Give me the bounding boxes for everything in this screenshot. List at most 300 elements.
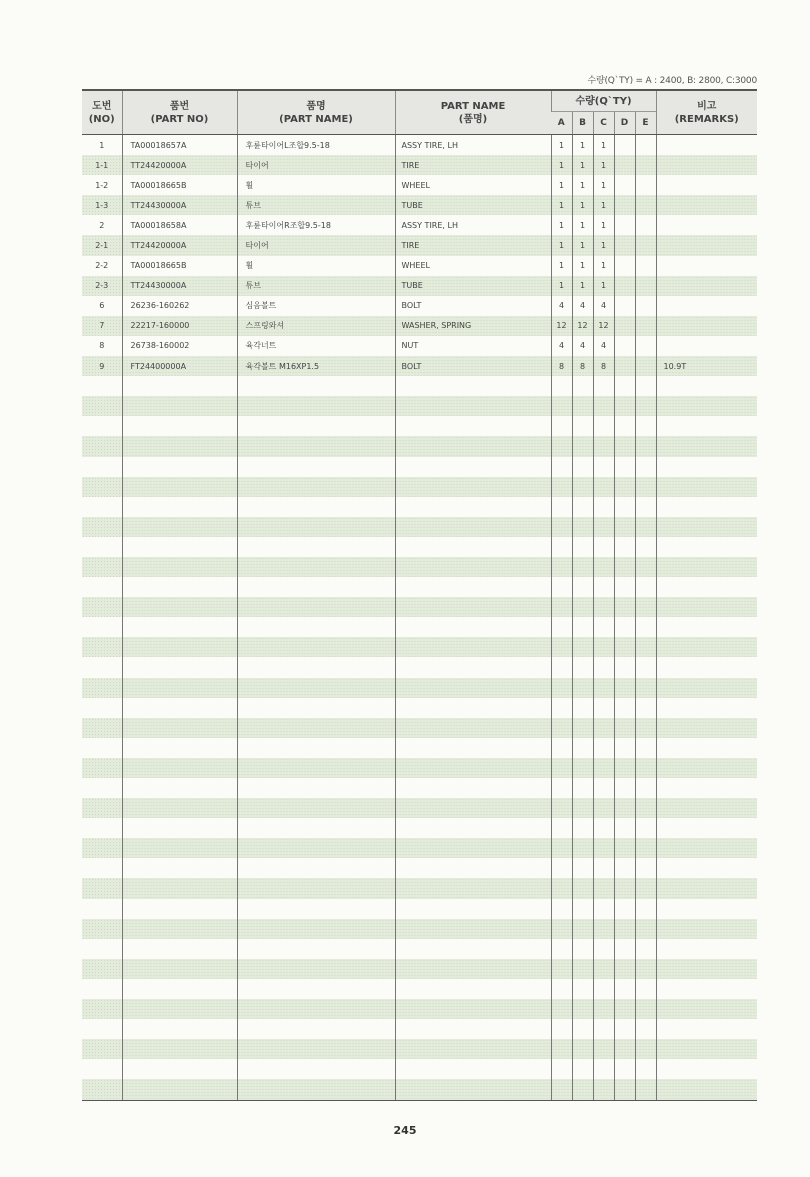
cell-part-name-en xyxy=(395,738,551,758)
cell-qty-a xyxy=(551,557,572,577)
cell-remarks xyxy=(656,256,757,276)
cell-part-no xyxy=(122,657,237,677)
cell-qty-b xyxy=(572,657,593,677)
table-row xyxy=(82,356,757,376)
cell-remarks xyxy=(656,517,757,537)
cell-remarks xyxy=(656,557,757,577)
cell-no xyxy=(82,1059,122,1079)
empty-row xyxy=(82,637,757,657)
cell-qty-b: 4 xyxy=(572,296,593,316)
cell-part-name-ko: 후륜타이어L조합9.5-18 xyxy=(237,135,395,156)
cell-part-name-ko xyxy=(237,396,395,416)
cell-remarks xyxy=(656,738,757,758)
cell-remarks xyxy=(656,235,757,255)
empty-row xyxy=(82,557,757,577)
cell-no xyxy=(82,678,122,698)
cell-part-no xyxy=(122,979,237,999)
cell-qty-d xyxy=(614,557,635,577)
cell-no xyxy=(82,738,122,758)
table-row xyxy=(82,296,757,316)
cell-part-name-en xyxy=(395,497,551,517)
cell-qty-a xyxy=(551,637,572,657)
cell-qty-c xyxy=(593,919,614,939)
cell-qty-b xyxy=(572,1059,593,1079)
empty-row xyxy=(82,758,757,778)
cell-qty-c xyxy=(593,758,614,778)
cell-qty-d xyxy=(614,457,635,477)
cell-qty-a xyxy=(551,718,572,738)
cell-qty-d xyxy=(614,356,635,376)
cell-qty-d xyxy=(614,718,635,738)
cell-qty-e xyxy=(635,557,656,577)
cell-qty-d xyxy=(614,517,635,537)
table-row xyxy=(82,175,757,195)
cell-remarks xyxy=(656,1019,757,1039)
table-row xyxy=(82,155,757,175)
cell-part-name-en: WHEEL xyxy=(395,175,551,195)
cell-remarks xyxy=(656,899,757,919)
cell-qty-e xyxy=(635,698,656,718)
cell-qty-c xyxy=(593,517,614,537)
cell-qty-b xyxy=(572,1019,593,1039)
cell-part-no xyxy=(122,497,237,517)
cell-remarks xyxy=(656,1039,757,1059)
cell-remarks xyxy=(656,436,757,456)
cell-qty-c xyxy=(593,999,614,1019)
cell-qty-d xyxy=(614,899,635,919)
cell-part-name-ko: 휠 xyxy=(237,256,395,276)
cell-qty-c xyxy=(593,376,614,396)
cell-part-name-en xyxy=(395,637,551,657)
cell-qty-a: 12 xyxy=(551,316,572,336)
cell-qty-d xyxy=(614,999,635,1019)
cell-part-name-en xyxy=(395,1039,551,1059)
cell-qty-a: 1 xyxy=(551,276,572,296)
cell-remarks xyxy=(656,818,757,838)
cell-qty-e xyxy=(635,517,656,537)
cell-part-name-en xyxy=(395,838,551,858)
cell-remarks xyxy=(656,878,757,898)
cell-qty-a: 1 xyxy=(551,256,572,276)
cell-part-name-en xyxy=(395,517,551,537)
cell-qty-e xyxy=(635,537,656,557)
cell-qty-e xyxy=(635,175,656,195)
cell-qty-c xyxy=(593,1059,614,1079)
empty-row xyxy=(82,878,757,898)
header-part-no-ko: 품번 xyxy=(169,100,190,112)
cell-no xyxy=(82,457,122,477)
cell-qty-b xyxy=(572,778,593,798)
table-row xyxy=(82,135,757,156)
cell-qty-b xyxy=(572,758,593,778)
cell-qty-e xyxy=(635,316,656,336)
cell-qty-b: 1 xyxy=(572,256,593,276)
cell-qty-c: 4 xyxy=(593,296,614,316)
cell-part-name-en xyxy=(395,758,551,778)
cell-qty-d xyxy=(614,577,635,597)
cell-qty-b xyxy=(572,557,593,577)
cell-qty-b xyxy=(572,798,593,818)
cell-qty-e xyxy=(635,356,656,376)
header-qty-a: A xyxy=(551,112,572,135)
cell-part-no xyxy=(122,838,237,858)
cell-qty-d xyxy=(614,878,635,898)
cell-part-name-ko xyxy=(237,577,395,597)
cell-part-no: TT24430000A xyxy=(122,195,237,215)
cell-no xyxy=(82,657,122,677)
empty-row xyxy=(82,537,757,557)
cell-remarks xyxy=(656,155,757,175)
cell-qty-b xyxy=(572,999,593,1019)
cell-no xyxy=(82,1079,122,1099)
cell-qty-d xyxy=(614,758,635,778)
cell-remarks xyxy=(656,537,757,557)
cell-part-name-ko: 육각너트 xyxy=(237,336,395,356)
cell-remarks xyxy=(656,919,757,939)
cell-no xyxy=(82,517,122,537)
cell-part-name-ko xyxy=(237,798,395,818)
cell-qty-e xyxy=(635,939,656,959)
cell-qty-d xyxy=(614,698,635,718)
cell-part-name-ko xyxy=(237,497,395,517)
parts-table-container xyxy=(82,89,757,1101)
cell-no xyxy=(82,376,122,396)
cell-qty-a xyxy=(551,778,572,798)
cell-no: 9 xyxy=(82,356,122,376)
cell-part-no xyxy=(122,597,237,617)
cell-no: 2-1 xyxy=(82,235,122,255)
cell-qty-c xyxy=(593,396,614,416)
cell-qty-b xyxy=(572,738,593,758)
cell-qty-e xyxy=(635,195,656,215)
cell-qty-a xyxy=(551,477,572,497)
cell-qty-d xyxy=(614,316,635,336)
cell-qty-a: 1 xyxy=(551,155,572,175)
cell-qty-a xyxy=(551,738,572,758)
cell-no: 1-2 xyxy=(95,180,109,190)
cell-qty-a xyxy=(551,899,572,919)
empty-row xyxy=(82,436,757,456)
empty-row xyxy=(82,396,757,416)
cell-remarks xyxy=(656,657,757,677)
cell-part-no xyxy=(122,959,237,979)
empty-row xyxy=(82,838,757,858)
empty-row xyxy=(82,818,757,838)
cell-part-name-ko xyxy=(237,878,395,898)
header-qty-e: E xyxy=(635,112,656,135)
cell-qty-e xyxy=(635,617,656,637)
cell-qty-a xyxy=(551,1059,572,1079)
cell-qty-c xyxy=(593,557,614,577)
empty-row xyxy=(82,477,757,497)
cell-remarks xyxy=(656,336,757,356)
cell-qty-d xyxy=(614,1039,635,1059)
cell-part-no: TT24420000A xyxy=(122,235,237,255)
table-row xyxy=(82,276,757,296)
cell-part-name-en xyxy=(395,537,551,557)
cell-part-name-en: BOLT xyxy=(395,356,551,376)
cell-qty-e xyxy=(635,497,656,517)
cell-qty-c: 8 xyxy=(593,356,614,376)
cell-qty-e xyxy=(635,778,656,798)
header-part-no-en: (PART NO) xyxy=(150,113,209,125)
empty-row xyxy=(82,457,757,477)
cell-qty-e xyxy=(635,577,656,597)
cell-part-no xyxy=(122,457,237,477)
header-remarks-ko: 비고 xyxy=(697,100,717,112)
cell-qty-c: 1 xyxy=(593,195,614,215)
cell-qty-e xyxy=(635,718,656,738)
cell-part-name-en: NUT xyxy=(395,336,551,356)
cell-qty-b xyxy=(572,376,593,396)
cell-qty-b xyxy=(572,457,593,477)
cell-qty-e xyxy=(635,597,656,617)
cell-qty-a xyxy=(551,818,572,838)
cell-qty-d xyxy=(614,1019,635,1039)
cell-qty-c xyxy=(593,537,614,557)
cell-qty-b xyxy=(572,537,593,557)
cell-qty-c xyxy=(593,436,614,456)
cell-qty-b xyxy=(572,939,593,959)
table-row xyxy=(82,316,757,336)
cell-part-name-ko: 튜브 xyxy=(237,276,395,296)
cell-qty-d xyxy=(614,296,635,316)
cell-part-name-en xyxy=(395,919,551,939)
header-no-en: (NO) xyxy=(88,113,115,125)
cell-remarks: 10.9T xyxy=(656,356,757,376)
header-no-ko: 도번 xyxy=(92,100,112,112)
cell-part-name-en: ASSY TIRE, LH xyxy=(395,215,551,235)
empty-row xyxy=(82,718,757,738)
cell-part-no: TA00018658A xyxy=(122,215,237,235)
table-body xyxy=(82,135,757,1100)
cell-remarks xyxy=(656,617,757,637)
cell-part-name-ko xyxy=(237,979,395,999)
cell-part-name-ko xyxy=(237,858,395,878)
cell-qty-b xyxy=(572,1079,593,1099)
cell-part-no xyxy=(122,738,237,758)
header-qty: 수량(Q`TY) xyxy=(551,91,656,112)
cell-qty-d xyxy=(614,637,635,657)
cell-part-no xyxy=(122,798,237,818)
empty-row xyxy=(82,577,757,597)
cell-qty-b xyxy=(572,436,593,456)
cell-qty-e xyxy=(635,1079,656,1099)
cell-no xyxy=(82,537,122,557)
cell-qty-a xyxy=(551,999,572,1019)
cell-no xyxy=(82,557,122,577)
cell-qty-c: 12 xyxy=(593,316,614,336)
cell-qty-d xyxy=(614,617,635,637)
cell-qty-e xyxy=(635,396,656,416)
cell-qty-c xyxy=(593,1039,614,1059)
cell-part-name-en xyxy=(395,577,551,597)
cell-qty-d xyxy=(614,256,635,276)
cell-qty-d xyxy=(614,537,635,557)
cell-no xyxy=(82,477,122,497)
cell-qty-e xyxy=(635,1059,656,1079)
cell-qty-a: 4 xyxy=(551,296,572,316)
cell-qty-e xyxy=(635,477,656,497)
empty-row xyxy=(82,798,757,818)
cell-qty-d xyxy=(614,778,635,798)
cell-part-no xyxy=(122,376,237,396)
cell-part-no xyxy=(122,577,237,597)
cell-qty-c xyxy=(593,577,614,597)
cell-qty-b xyxy=(572,517,593,537)
cell-part-no xyxy=(122,1059,237,1079)
cell-qty-c xyxy=(593,617,614,637)
cell-qty-d xyxy=(614,798,635,818)
cell-no xyxy=(82,718,122,738)
cell-qty-b xyxy=(572,416,593,436)
cell-qty-a: 4 xyxy=(551,336,572,356)
empty-row xyxy=(82,497,757,517)
cell-no xyxy=(82,1039,122,1059)
cell-part-name-ko xyxy=(237,738,395,758)
cell-qty-a xyxy=(551,1039,572,1059)
cell-part-no: TA00018665B xyxy=(122,175,237,195)
cell-qty-e xyxy=(635,798,656,818)
cell-part-name-ko: 휠 xyxy=(237,175,395,195)
cell-part-no xyxy=(122,919,237,939)
cell-no: 7 xyxy=(82,316,122,336)
cell-part-name-ko: 타이어 xyxy=(237,155,395,175)
cell-qty-a xyxy=(551,537,572,557)
cell-no xyxy=(82,758,122,778)
cell-qty-e xyxy=(635,276,656,296)
cell-no xyxy=(82,999,122,1019)
cell-part-name-en xyxy=(395,979,551,999)
cell-qty-b: 12 xyxy=(572,316,593,336)
cell-qty-c: 1 xyxy=(593,256,614,276)
cell-remarks xyxy=(656,778,757,798)
cell-part-no: TA00018665B xyxy=(122,256,237,276)
cell-part-name-ko: 후륜타이어R조합9.5-18 xyxy=(237,215,395,235)
cell-qty-c xyxy=(593,477,614,497)
cell-qty-a xyxy=(551,758,572,778)
cell-qty-a xyxy=(551,979,572,999)
cell-qty-c: 1 xyxy=(593,235,614,255)
cell-remarks xyxy=(656,1079,757,1099)
cell-part-name-en xyxy=(395,778,551,798)
empty-row xyxy=(82,1019,757,1039)
cell-qty-c xyxy=(593,457,614,477)
cell-part-name-ko xyxy=(237,999,395,1019)
cell-part-name-ko xyxy=(237,436,395,456)
cell-part-name-en xyxy=(395,899,551,919)
cell-qty-d xyxy=(614,497,635,517)
cell-remarks xyxy=(656,316,757,336)
cell-qty-b xyxy=(572,919,593,939)
cell-qty-b: 1 xyxy=(572,215,593,235)
cell-qty-a xyxy=(551,497,572,517)
cell-qty-d xyxy=(614,416,635,436)
cell-part-name-ko xyxy=(237,457,395,477)
cell-qty-a xyxy=(551,617,572,637)
cell-part-name-en xyxy=(395,376,551,396)
cell-part-no: 26738-160002 xyxy=(122,336,237,356)
cell-part-no xyxy=(122,698,237,718)
cell-qty-d xyxy=(614,858,635,878)
cell-part-name-ko xyxy=(237,778,395,798)
cell-qty-a xyxy=(551,457,572,477)
empty-row xyxy=(82,657,757,677)
cell-no: 6 xyxy=(99,301,105,311)
cell-part-name-en: TUBE xyxy=(395,195,551,215)
cell-qty-d xyxy=(614,195,635,215)
cell-part-no xyxy=(122,436,237,456)
table-row xyxy=(82,195,757,215)
cell-no: 8 xyxy=(99,341,105,351)
cell-remarks xyxy=(656,215,757,235)
header-qty-d: D xyxy=(614,112,635,135)
cell-qty-c xyxy=(593,818,614,838)
cell-part-name-en xyxy=(395,1079,551,1099)
cell-part-no xyxy=(122,617,237,637)
cell-part-name-ko xyxy=(237,657,395,677)
cell-part-name-ko xyxy=(237,899,395,919)
cell-part-name-en xyxy=(395,657,551,677)
cell-qty-a xyxy=(551,698,572,718)
cell-qty-c xyxy=(593,637,614,657)
table-row xyxy=(82,336,757,356)
cell-qty-a: 1 xyxy=(551,135,572,156)
cell-qty-e xyxy=(635,256,656,276)
cell-qty-a: 1 xyxy=(551,175,572,195)
cell-qty-a xyxy=(551,517,572,537)
cell-qty-c xyxy=(593,979,614,999)
cell-part-no xyxy=(122,778,237,798)
cell-qty-b xyxy=(572,597,593,617)
cell-part-no xyxy=(122,477,237,497)
cell-qty-b xyxy=(572,959,593,979)
cell-no xyxy=(82,617,122,637)
cell-qty-a xyxy=(551,878,572,898)
cell-qty-e xyxy=(635,1019,656,1039)
cell-qty-c xyxy=(593,718,614,738)
cell-qty-c xyxy=(593,698,614,718)
cell-qty-a xyxy=(551,678,572,698)
cell-part-name-en xyxy=(395,457,551,477)
cell-qty-c xyxy=(593,838,614,858)
cell-part-no: TT24430000A xyxy=(122,276,237,296)
cell-qty-d xyxy=(614,477,635,497)
cell-part-name-ko xyxy=(237,678,395,698)
cell-part-name-ko xyxy=(237,617,395,637)
cell-part-name-en: TIRE xyxy=(395,155,551,175)
cell-part-name-ko xyxy=(237,376,395,396)
empty-row xyxy=(82,979,757,999)
empty-row xyxy=(82,959,757,979)
cell-no xyxy=(82,778,122,798)
cell-part-name-ko xyxy=(237,1019,395,1039)
cell-qty-e xyxy=(635,818,656,838)
cell-part-no xyxy=(122,396,237,416)
cell-qty-d xyxy=(614,135,635,156)
cell-qty-d xyxy=(614,979,635,999)
cell-no xyxy=(82,1019,122,1039)
cell-remarks xyxy=(656,959,757,979)
cell-qty-c: 4 xyxy=(593,336,614,356)
cell-qty-c xyxy=(593,878,614,898)
cell-qty-b xyxy=(572,577,593,597)
cell-qty-a xyxy=(551,939,572,959)
cell-part-no xyxy=(122,939,237,959)
cell-qty-c xyxy=(593,1019,614,1039)
cell-qty-c xyxy=(593,657,614,677)
empty-row xyxy=(82,778,757,798)
